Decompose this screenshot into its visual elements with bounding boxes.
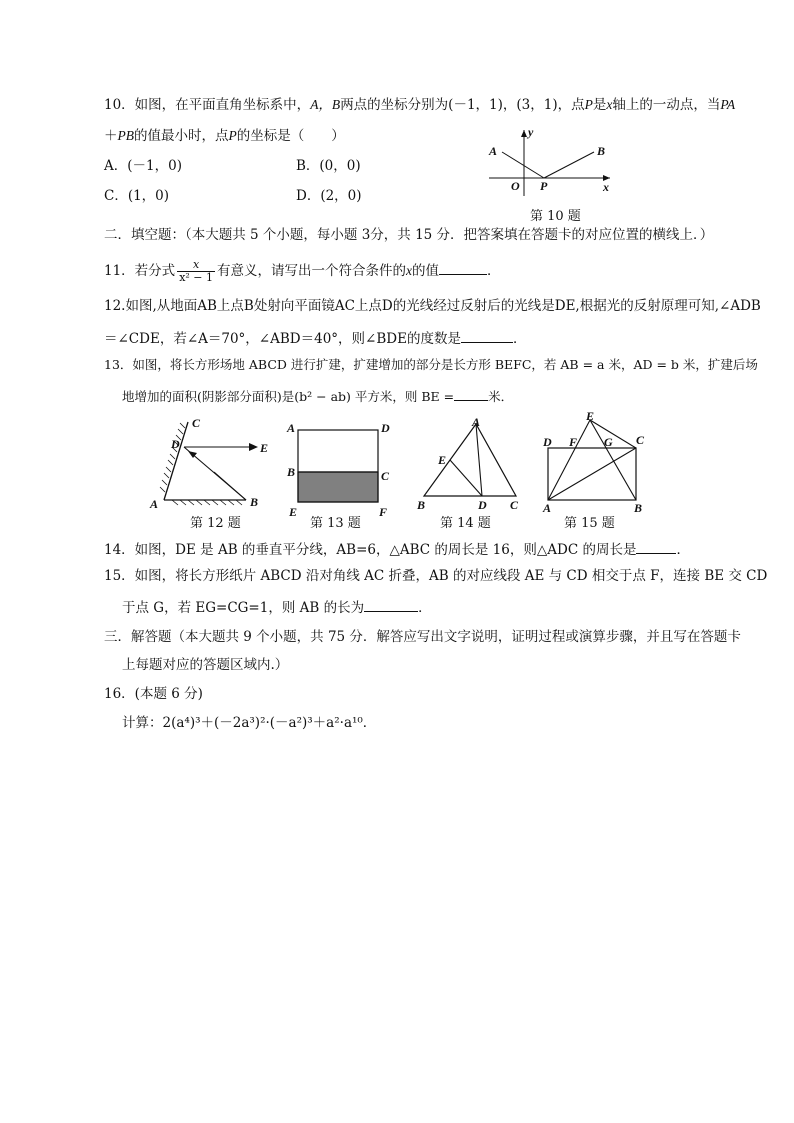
q10-option-d: D．(2，0) (296, 188, 362, 204)
q13-label-b: B (287, 465, 296, 479)
q14-figure (412, 416, 527, 512)
q15-label-f: F (569, 435, 578, 449)
q12-label-c: C (192, 416, 201, 430)
q14-label-b: B (417, 498, 426, 512)
q12-caption: 第 12 题 (190, 516, 241, 531)
q13-answer-blank[interactable] (454, 386, 488, 401)
q12-label-b: B (250, 495, 259, 509)
q16-title: 16．(本题 6 分) (104, 686, 203, 702)
q10-label-o: O (511, 179, 520, 193)
q12-line2: ＝∠CDE，若∠A＝70°，∠ABD＝40°，则∠BDE的度数是 ． (104, 328, 526, 348)
q13-line2: 地增加的面积(阴影部分面积)是(b² − ab) 平方米，则 BE = 米． (122, 386, 513, 406)
q12-label-a: A (150, 497, 159, 511)
q13-label-f: F (379, 505, 388, 518)
q13-line1: 13．如图，将长方形场地 ABCD 进行扩建，扩建增加的部分是长方形 BEFC，若 AB = a 米，AD = b 米，扩建后场 (104, 357, 758, 372)
q11-fraction: $\frac{x}{\text{x² − 1}}$ (179, 258, 214, 284)
q10-line1: 10．如图，在平面直角坐标系中，A，B两点的坐标分别为(－1，1)，(3，1)，点P是x轴上的一动点，当PA (104, 97, 736, 113)
q10-label-y: y (528, 126, 534, 139)
q15-label-a: A (543, 501, 552, 515)
q15-answer-blank[interactable] (364, 597, 418, 612)
q13-label-e: E (289, 505, 298, 518)
q13-figure (284, 418, 394, 518)
q15-line2: 于点 G，若 EG=CG=1，则 AB 的长为 ． (122, 597, 432, 617)
section-3-heading-line2: 上每题对应的答题区域内.） (122, 657, 289, 673)
section-3-heading-line1: 三．解答题（本大题共 9 个小题，共 75 分．解答应写出文字说明，证明过程或演算步骤，并且写在答题卡 (104, 629, 741, 645)
q14-text: 14．如图，DE 是 AB 的垂直平分线，AB=6，△ABC 的周长是 16，则△ADC 的周长是 ． (104, 539, 690, 559)
q15-label-e: E (586, 409, 595, 423)
q12-answer-blank[interactable] (461, 328, 513, 343)
q14-label-e: E (438, 453, 447, 467)
q10-label-p: P (540, 179, 548, 193)
q10-label-b: B (597, 144, 606, 158)
section-2-heading: 二．填空题：（本大题共 5 个小题，每小题 3分，共 15 分．把答案填在答题卡的对应位置的横线上．） (104, 227, 714, 243)
q12-label-e: E (260, 441, 269, 455)
q14-answer-blank[interactable] (636, 539, 676, 554)
q13-label-a: A (287, 421, 296, 435)
q13-caption: 第 13 题 (310, 516, 361, 531)
q15-figure (538, 406, 658, 516)
q10-line2: ＋PB的值最小时，点P的坐标是（ ） (104, 128, 345, 144)
q15-label-b: B (634, 501, 643, 515)
q10-label-a: A (489, 144, 498, 158)
q10-label-x: x (603, 180, 609, 194)
q11-answer-blank[interactable] (439, 260, 487, 275)
q14-label-c: C (510, 498, 519, 512)
q15-line1: 15．如图，将长方形纸片 ABCD 沿对角线 AC 折叠，AB 的对应线段 AE 与 CD 相交于点 F，连接 BE 交 CD (104, 568, 768, 584)
q15-caption: 第 15 题 (564, 516, 615, 531)
q15-label-d: D (543, 435, 552, 449)
q12-label-d: D (171, 437, 180, 451)
q15-label-c: C (636, 433, 645, 447)
q10-caption: 第 10 题 (530, 209, 581, 224)
q15-label-g: G (604, 435, 613, 449)
q16-expression: 计算：2(a⁴)³＋(－2a³)²·(－a²)³＋a²·a¹⁰． (122, 715, 377, 731)
q10-option-a: A．(－1，0) (104, 158, 182, 174)
q13-label-c: C (381, 469, 390, 483)
q14-label-a: A (472, 416, 481, 429)
q10-option-b: B．(0，0) (296, 158, 361, 174)
q13-label-d: D (381, 421, 390, 435)
q12-line1: 12.如图,从地面AB上点B处射向平面镜AC上点D的光线经过反射后的光线是DE,根据光的反射原理可知,∠ADB (104, 298, 761, 314)
q14-label-d: D (478, 498, 487, 512)
q14-caption: 第 14 题 (440, 516, 491, 531)
q11: 11．若分式 $\frac{x}{\text{x² − 1}}$ 有意义，请写出一个符合条件的x的值 ． (104, 258, 501, 284)
q10-option-c: C．(1，0) (104, 188, 170, 204)
q12-figure (148, 412, 273, 512)
q10-figure (484, 126, 614, 198)
